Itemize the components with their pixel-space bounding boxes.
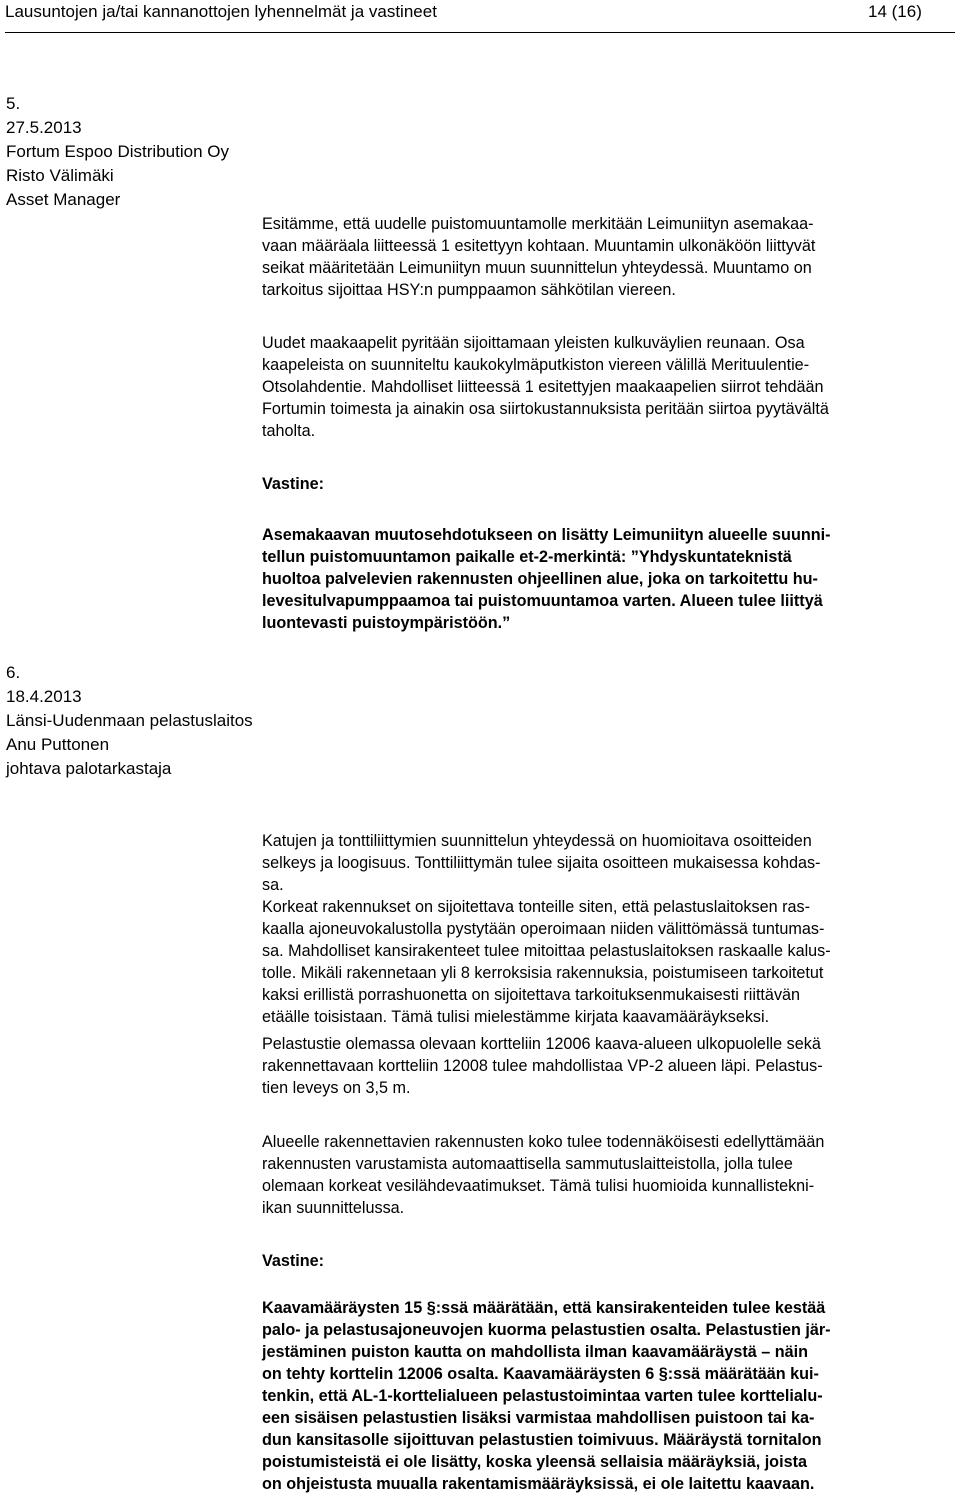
response-label: Vastine: — [262, 475, 325, 493]
response-line: on tehty korttelin 12006 osalta. Kaavamääräysten 6 §:ssä määrätään kui- — [262, 1365, 819, 1383]
statement-paragraph — [262, 213, 955, 301]
response-paragraph — [262, 524, 955, 634]
statement-line: Uudet maakaapelit pyritään sijoittamaan yleisten kulkuväylien reunaan. Osa — [262, 334, 805, 352]
statement-line: kaalla ajoneuvokalustolla pystytään operoimaan niiden välittömässä tuntumas- — [262, 920, 825, 938]
statement-line: Alueelle rakennettavien rakennusten koko tulee todennäköisesti edellyttämään — [262, 1133, 825, 1151]
statement-line: tien leveys on 3,5 m. — [262, 1079, 411, 1097]
statement-line: ikan suunnittelussa. — [262, 1199, 405, 1217]
response-line: jestäminen puiston kautta on mahdollista ilman kaavamääräystä – näin — [262, 1343, 809, 1361]
page-header — [5, 0, 955, 33]
statement-line: Pelastustie olemassa olevaan kortteliin 12006 kaava-alueen ulkopuolelle sekä — [262, 1035, 821, 1053]
sender-role: Asset Manager — [6, 190, 121, 209]
sender-block — [6, 92, 229, 212]
statement-line: tolle. Mikäli rakennetaan yli 8 kerroksisia rakennuksia, poistumiseen tarkoitetut — [262, 964, 824, 982]
response-line: on ohjeistusta muualla rakentamismääräyksissä, ei ole laitettu kaavaan. — [262, 1475, 815, 1493]
response-label: Vastine: — [262, 1252, 325, 1270]
statement-paragraph — [262, 1131, 955, 1219]
entry-date: 27.5.2013 — [6, 118, 82, 137]
sender-person: Risto Välimäki — [6, 166, 114, 185]
response-paragraph — [262, 1297, 955, 1495]
entry-number: 6. — [6, 663, 21, 682]
statement-line: Katujen ja tonttiliittymien suunnittelun yhteydessä on huomioitava osoitteiden — [262, 832, 812, 850]
sender-organization: Länsi-Uudenmaan pelastuslaitos — [6, 711, 253, 730]
statement-paragraph — [262, 1033, 955, 1099]
statement-line: sa. Mahdolliset kansirakenteet tulee mitoittaa pelastuslaitoksen raskaalle kalus- — [262, 942, 831, 960]
sender-organization: Fortum Espoo Distribution Oy — [6, 142, 229, 161]
statement-line: tarkoitus sijoittaa HSY:n pumppaamon sähkötilan viereen. — [262, 281, 676, 299]
statement-line: selkeys ja loogisuus. Tonttiliittymän tulee sijaita osoitteen mukaisessa kohdas- — [262, 854, 821, 872]
statement-line: rakennusten varustamista automaattisella sammutuslaitteistolla, jolla tulee — [262, 1155, 793, 1173]
document-title: Lausuntojen ja/tai kannanottojen lyhennelmät ja vastineet — [5, 2, 437, 21]
response-line: dun kansitasolle sijoittuvan pelastustien toimivuus. Määräystä tornitalon — [262, 1431, 822, 1449]
response-line: Asemakaavan muutosehdotukseen on lisätty Leimuniityn alueelle suunni- — [262, 526, 831, 544]
response-line: palo- ja pelastusajoneuvojen kuorma pelastustien osalta. Pelastustien jär- — [262, 1321, 831, 1339]
statement-line: olemaan korkeat vesilähdevaatimukset. Tämä tulisi huomioida kunnallistekni- — [262, 1177, 815, 1195]
page-number: 14 (16) — [868, 2, 922, 21]
response-line: tenkin, että AL-1-korttelialueen pelastustoimintaa varten tulee korttelialu- — [262, 1387, 823, 1405]
statement-line: Esitämme, että uudelle puistomuuntamolle merkitään Leimuniityn asemakaa- — [262, 215, 814, 233]
statement-line: taholta. — [262, 422, 316, 440]
statement-line: vaan määräala liitteessä 1 esitettyyn kohtaan. Muuntamin ulkonäköön liittyvät — [262, 237, 816, 255]
statement-line: Otsolahdentie. Mahdolliset liitteessä 1 esitettyjen maakaapelien siirrot tehdään — [262, 378, 824, 396]
statement-line: kaksi erillistä porrashuonetta on sijoitettava tarkoituksenmukaisesti riittävän — [262, 986, 801, 1004]
response-line: een sisäisen pelastustien lisäksi varmistaa mahdollisen puistoon tai ka- — [262, 1409, 815, 1427]
statement-line: rakennettavaan kortteliin 12008 tulee mahdollistaa VP-2 alueen läpi. Pelastus- — [262, 1057, 823, 1075]
response-line: Kaavamääräysten 15 §:ssä määrätään, että kansirakenteiden tulee kestää — [262, 1299, 826, 1317]
statement-line: Fortumin toimesta ja ainakin osa siirtokustannuksista peritään siirtoa pyytävältä — [262, 400, 829, 418]
statement-line: seikat määritetään Leimuniityn muun suunnittelun yhteydessä. Muuntamo on — [262, 259, 812, 277]
response-line: huoltoa palvelevien rakennusten ohjeellinen alue, joka on tarkoitettu hu- — [262, 570, 818, 588]
sender-block — [6, 661, 253, 781]
entry-date: 18.4.2013 — [6, 687, 82, 706]
sender-person: Anu Puttonen — [6, 735, 110, 754]
sender-role: johtava palotarkastaja — [6, 759, 172, 778]
statement-line: sa. — [262, 876, 284, 894]
response-line: tellun puistomuuntamon paikalle et-2-merkintä: ”Yhdyskuntateknistä — [262, 548, 792, 566]
statement-line: etäälle toisistaan. Tämä tulisi mielestämme kirjata kaavamääräykseksi. — [262, 1008, 770, 1026]
response-line: luontevasti puistoympäristöön.” — [262, 614, 511, 632]
statement-paragraph — [262, 332, 955, 442]
statement-paragraph — [262, 830, 955, 1028]
statement-line: Korkeat rakennukset on sijoitettava tonteille siten, että pelastuslaitoksen ras- — [262, 898, 810, 916]
entry-number: 5. — [6, 94, 21, 113]
response-line: poistumisteistä ei ole lisätty, koska yleensä sellaisia määräyksiä, joista — [262, 1453, 807, 1471]
response-line: levesitulvapumppaamoa tai puistomuuntamoa varten. Alueen tulee liittyä — [262, 592, 823, 610]
statement-line: kaapeleista on suunniteltu kaukokylmäputkiston viereen välillä Merituulentie- — [262, 356, 810, 374]
